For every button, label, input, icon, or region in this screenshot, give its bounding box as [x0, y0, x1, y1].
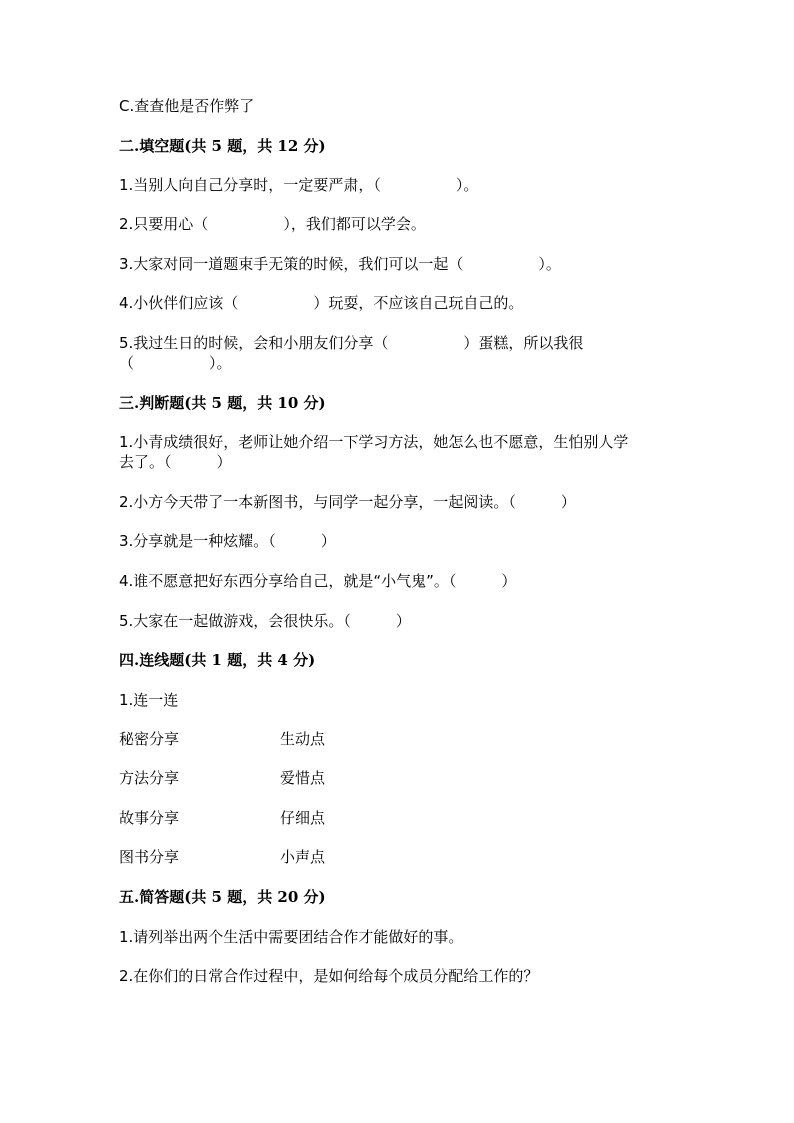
section-5-heading: 五.简答题(共 5 题，共 20 分): [119, 888, 326, 906]
short-answer-1: 1.请列举出两个生活中需要团结合作才能做好的事。: [119, 928, 464, 946]
match-right-2: 爱惜点: [280, 769, 326, 787]
judge-1: 1.小青成绩很好，老师让她介绍一下学习方法，她怎么也不愿意，生怕别人学: [119, 433, 629, 451]
fill-blank-3: 3.大家对同一道题束手无策的时候，我们可以一起（ ）。: [119, 255, 561, 273]
section-2-heading: 二.填空题(共 5 题，共 12 分): [119, 137, 326, 155]
match-right-3: 仔细点: [280, 809, 326, 827]
short-answer-2: 2.在你们的日常合作过程中，是如何给每个成员分配给工作的？: [119, 967, 539, 985]
fill-blank-1: 1.当别人向自己分享时，一定要严肃，（ ）。: [119, 176, 479, 194]
match-right-1: 生动点: [280, 730, 326, 748]
match-left-1: 秘密分享: [119, 730, 180, 748]
judge-3: 3.分享就是一种炫耀。（ ）: [119, 532, 336, 550]
section-4-heading: 四.连线题(共 1 题，共 4 分): [119, 651, 316, 669]
judge-2: 2.小方今天带了一本新图书，与同学一起分享，一起阅读。（ ）: [119, 493, 576, 511]
judge-5: 5.大家在一起做游戏，会很快乐。（ ）: [119, 612, 411, 630]
fill-blank-2: 2.只要用心（ ），我们都可以学会。: [119, 215, 426, 233]
fill-blank-4: 4.小伙伴们应该（ ）玩耍，不应该自己玩自己的。: [119, 294, 524, 312]
match-question: 1.连一连: [119, 691, 179, 709]
fill-blank-5-cont: （ ）。: [119, 354, 232, 372]
match-left-4: 图书分享: [119, 848, 180, 866]
fill-blank-5: 5.我过生日的时候，会和小朋友们分享（ ）蛋糕，所以我很: [119, 334, 584, 352]
option-c: C.查查他是否作弊了: [119, 97, 255, 115]
match-right-4: 小声点: [280, 848, 326, 866]
match-left-2: 方法分享: [119, 769, 180, 787]
judge-1-cont: 去了。（ ）: [119, 453, 232, 471]
judge-4: 4.谁不愿意把好东西分享给自己，就是“小气鬼”。（ ）: [119, 572, 517, 590]
match-left-3: 故事分享: [119, 809, 180, 827]
section-3-heading: 三.判断题(共 5 题，共 10 分): [119, 394, 326, 412]
